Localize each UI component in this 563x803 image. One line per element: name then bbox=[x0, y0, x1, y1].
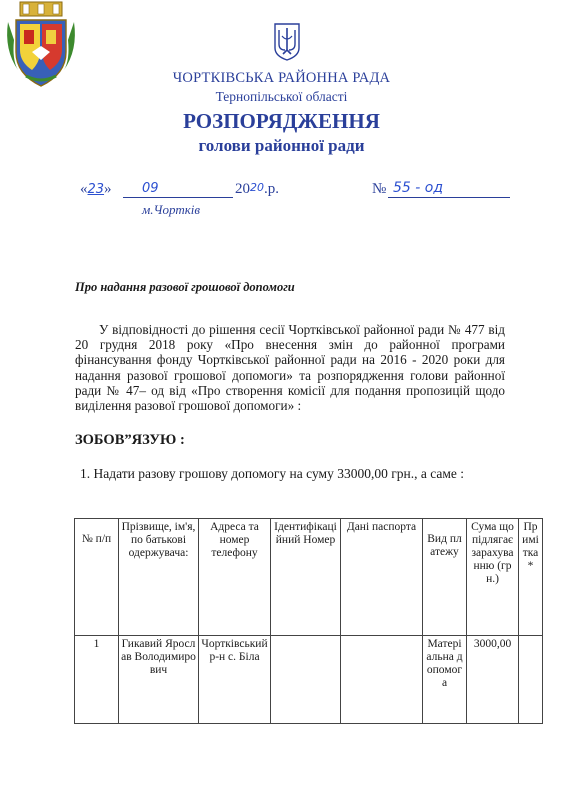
header-cell: Прізвище, ім'я, по батькові одержувача: bbox=[119, 519, 199, 636]
document-number: 55 - од bbox=[393, 180, 444, 196]
header-cell: Сума що підлягає зарахуванню (грн.) bbox=[467, 519, 519, 636]
date-block bbox=[80, 181, 112, 198]
month-underline bbox=[123, 197, 233, 198]
row-cell: Чортківський р-н с. Біла bbox=[199, 636, 271, 724]
row-cell bbox=[519, 636, 543, 724]
order-heading: ЗОБОВ”ЯЗУЮ : bbox=[75, 432, 185, 448]
header-cell: Адреса та номер телефону bbox=[199, 519, 271, 636]
trident-emblem bbox=[272, 20, 302, 62]
row-cell bbox=[271, 636, 341, 724]
document-type: РОЗПОРЯДЖЕННЯ bbox=[183, 109, 380, 133]
body-paragraph bbox=[75, 322, 505, 413]
year-handwritten: 20 bbox=[250, 181, 264, 194]
row-cell: Гикавий Ярослав Володимирович bbox=[119, 636, 199, 724]
number-label: № bbox=[372, 181, 387, 197]
day-close-quote: » bbox=[104, 181, 112, 197]
table-row bbox=[75, 636, 543, 724]
year-prefix: 20 bbox=[235, 181, 250, 197]
row-cell: Матеріальна допомога bbox=[423, 636, 467, 724]
document-subject: Про надання разової грошової допомоги bbox=[75, 280, 295, 294]
day-open-quote: « bbox=[80, 181, 88, 197]
header-cell: Дані паспорта bbox=[341, 519, 423, 636]
row-cell: 1 bbox=[75, 636, 119, 724]
header-cell: Вид платежу bbox=[423, 519, 467, 636]
header-cell: Примітка* bbox=[519, 519, 543, 636]
date-month: 09 bbox=[142, 181, 159, 196]
year-suffix: .р. bbox=[264, 181, 279, 197]
date-year bbox=[235, 181, 279, 198]
recipients-table bbox=[74, 518, 543, 724]
date-day: 23 bbox=[87, 182, 105, 197]
body-text: У відповідності до рішення сесії Чортківської районної ради № 477 від 20 грудня 2018 року «Про внесення змін до районної програми фінансування фонду Чортківської районної ради на 2016 - 2020 роки для надання разової грошової допомоги» та розпорядження голови районної ради № 47– од від «Про створення комісії для подання пропозицій щодо виділення разової грошової допомоги» : bbox=[75, 322, 505, 414]
table-header-row bbox=[75, 519, 543, 636]
header-cell: Ідентифікаційний Номер bbox=[271, 519, 341, 636]
organization-name: ЧОРТКІВСЬКА РАЙОННА РАДА bbox=[172, 70, 391, 86]
organization-region: Тернопільської області bbox=[215, 89, 348, 104]
row-cell bbox=[341, 636, 423, 724]
order-item-1: 1. Надати разову грошову допомогу на суму 33000,00 грн., а саме : bbox=[80, 466, 465, 481]
document-subtitle: голови районної ради bbox=[198, 136, 365, 155]
row-cell: 3000,00 bbox=[467, 636, 519, 724]
header-cell: № п/п bbox=[75, 519, 119, 636]
number-underline bbox=[388, 197, 510, 198]
city: м.Чортків bbox=[142, 202, 201, 217]
